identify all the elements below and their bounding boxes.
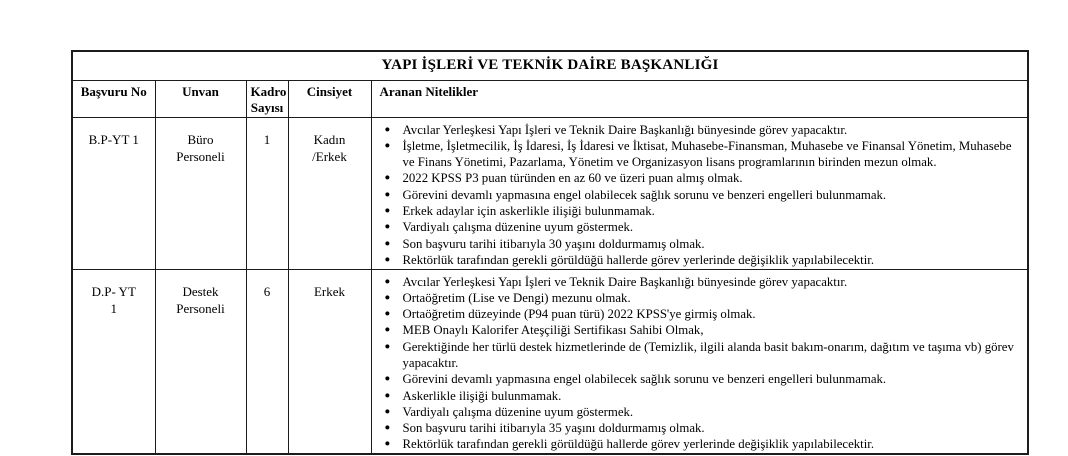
requirements-list <box>372 274 1021 453</box>
header-row <box>72 80 1028 117</box>
requirement-item: ● Askerlikle ilişiği bulunmamak. <box>372 388 1021 404</box>
requirement-item: ● Gerektiğinde her türlü destek hizmetlerinde de (Temizlik, ilgili alanda basit bakım-onarım, dağıtım ve taşıma vb) görev yapacaktır. <box>372 339 1021 372</box>
requirement-item: ● Rektörlük tarafından gerekli görüldüğü hallerde görev yerlerinde değişiklik yapılabilecektir. <box>372 252 1021 268</box>
requirement-item: ● Görevini devamlı yapmasına engel olabilecek sağlık sorunu ve benzeri engelleri bulunmamak. <box>372 371 1021 387</box>
requirement-item: ● Avcılar Yerleşkesi Yapı İşleri ve Teknik Daire Başkanlığı bünyesinde görev yapacaktır. <box>372 122 1021 138</box>
requirement-item: ● Ortaöğretim düzeyinde (P94 puan türü) 2022 KPSS'ye girmiş olmak. <box>372 306 1021 322</box>
cell-unvan: Destek Personeli <box>155 269 246 454</box>
cell-cinsiyet: Erkek <box>288 269 371 454</box>
col-header-aranan-nitelikler: Aranan Nitelikler <box>371 80 1028 117</box>
title-row <box>72 51 1028 80</box>
col-header-unvan: Unvan <box>155 80 246 117</box>
cell-kadro-sayisi: 1 <box>246 117 288 269</box>
cell-aranan-nitelikler <box>371 117 1028 269</box>
col-header-cinsiyet: Cinsiyet <box>288 80 371 117</box>
requirement-item: ● Son başvuru tarihi itibarıyla 30 yaşını doldurmamış olmak. <box>372 236 1021 252</box>
requirement-item: ● Avcılar Yerleşkesi Yapı İşleri ve Teknik Daire Başkanlığı bünyesinde görev yapacaktır. <box>372 274 1021 290</box>
table-title: YAPI İŞLERİ VE TEKNİK DAİRE BAŞKANLIĞI <box>72 51 1028 80</box>
col-header-basvuru-no: Başvuru No <box>72 80 155 117</box>
requirements-list <box>372 122 1021 269</box>
cell-aranan-nitelikler <box>371 269 1028 454</box>
requirement-item: ● Rektörlük tarafından gerekli görüldüğü hallerde görev yerlerinde değişiklik yapılabilecektir. <box>372 436 1021 452</box>
cell-basvuru-no: B.P-YT 1 <box>72 117 155 269</box>
job-postings-table <box>71 50 1029 455</box>
requirement-item: ● MEB Onaylı Kalorifer Ateşçiliği Sertifikası Sahibi Olmak, <box>372 322 1021 338</box>
requirement-item: ● Erkek adaylar için askerlikle ilişiği bulunmamak. <box>372 203 1021 219</box>
cell-unvan: Büro Personeli <box>155 117 246 269</box>
requirement-item: ● 2022 KPSS P3 puan türünden en az 60 ve üzeri puan almış olmak. <box>372 170 1021 186</box>
requirement-item: ● Vardiyalı çalışma düzenine uyum göstermek. <box>372 404 1021 420</box>
table-row-destek-personeli <box>72 269 1028 454</box>
cell-cinsiyet: Kadın /Erkek <box>288 117 371 269</box>
requirement-item: ● Vardiyalı çalışma düzenine uyum göstermek. <box>372 219 1021 235</box>
requirement-item: ● Son başvuru tarihi itibarıyla 35 yaşını doldurmamış olmak. <box>372 420 1021 436</box>
requirement-item: ● Ortaöğretim (Lise ve Dengi) mezunu olmak. <box>372 290 1021 306</box>
col-header-kadro-sayisi: Kadro Sayısı <box>246 80 288 117</box>
requirement-item: ● Görevini devamlı yapmasına engel olabilecek sağlık sorunu ve benzeri engelleri bulunmamak. <box>372 187 1021 203</box>
cell-basvuru-no: D.P- YT 1 <box>72 269 155 454</box>
cell-kadro-sayisi: 6 <box>246 269 288 454</box>
table-row-buro-personeli <box>72 117 1028 269</box>
requirement-item: ● İşletme, İşletmecilik, İş İdaresi, İş İdaresi ve İktisat, Muhasebe-Finansman, Muhasebe ve Finansal Yönetim, Muhasebe ve Finans Yönetimi, Pazarlama, Yönetim ve Organizasyon lisans programlarının birinden mezun olmak. <box>372 138 1021 171</box>
